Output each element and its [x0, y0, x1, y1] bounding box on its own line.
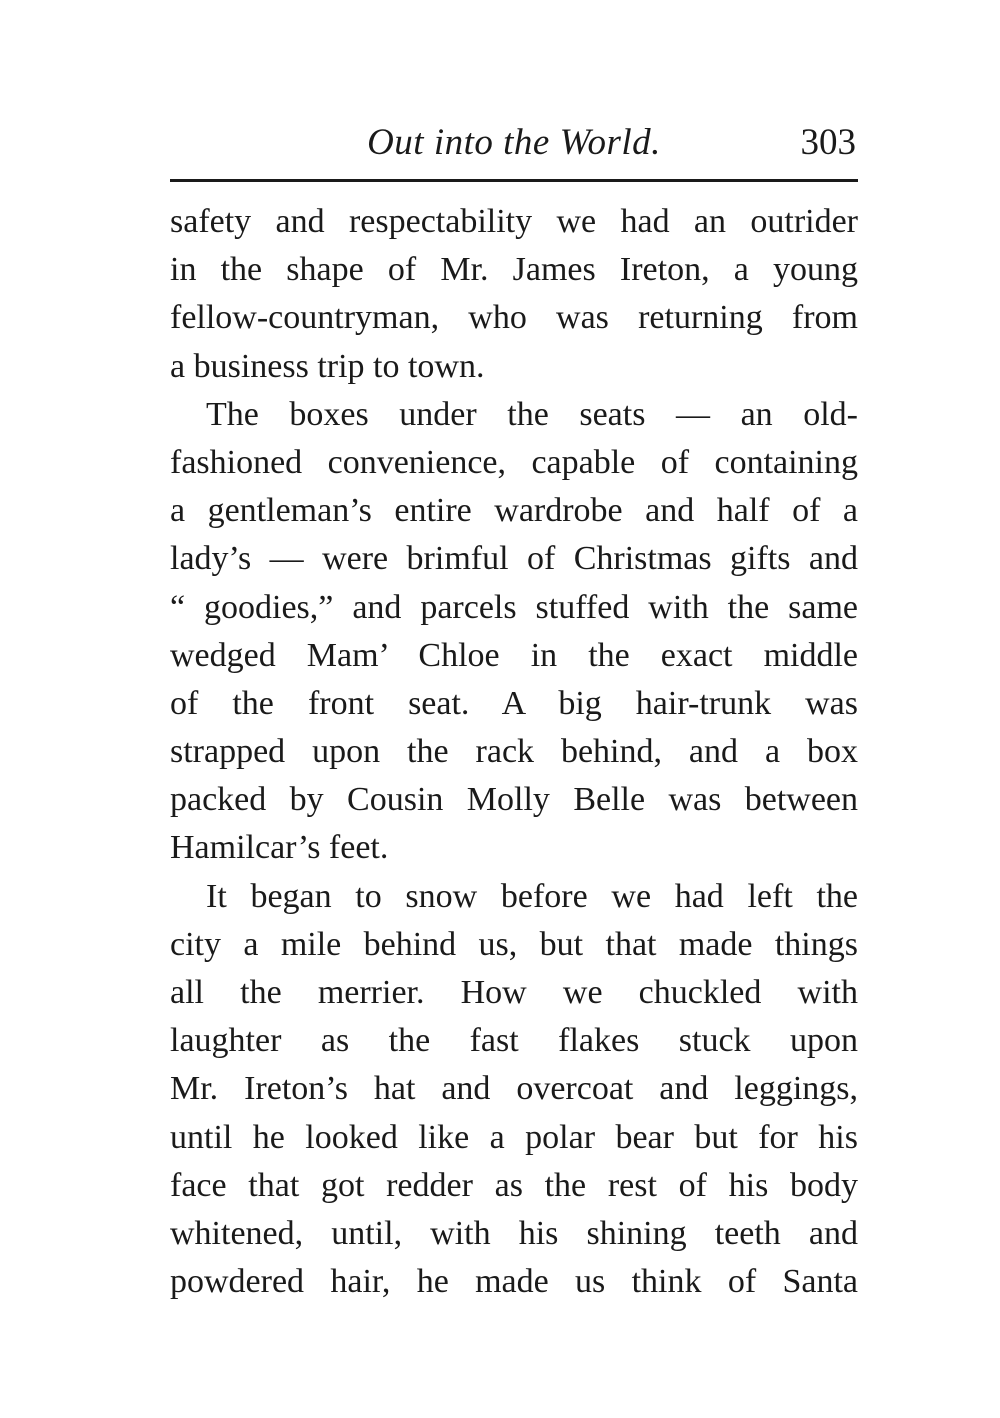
text-line: wedged Mam’ Chloe in the exact middle [170, 636, 858, 674]
text-line: Mr. Ireton’s hat and overcoat and leggings, [170, 1070, 858, 1108]
text-line: whitened, until, with his shining teeth and [170, 1214, 858, 1252]
text-line: lady’s — were brimful of Christmas gifts and [170, 540, 858, 578]
text-line: city a mile behind us, but that made things [170, 925, 858, 963]
text-line: fashioned convenience, capable of containing [170, 443, 858, 481]
text-line: Hamilcar’s feet. [170, 829, 389, 867]
page-number: 303 [800, 122, 856, 163]
chapter-title: Out into the World. [367, 122, 661, 163]
header-rule [170, 179, 858, 182]
text-line: laughter as the fast flakes stuck upon [170, 1022, 858, 1060]
text-line: powdered hair, he made us think of Santa [170, 1263, 858, 1301]
text-line: a business trip to town. [170, 347, 485, 385]
text-line: packed by Cousin Molly Belle was between [170, 781, 858, 819]
text-line: fellow-countryman, who was returning from [170, 299, 858, 337]
text-line: a gentleman’s entire wardrobe and half of a [170, 492, 858, 530]
text-line: safety and respectability we had an outrider [170, 203, 858, 240]
text-line: “ goodies,” and parcels stuffed with the same [170, 588, 858, 626]
text-line: all the merrier. How we chuckled with [170, 974, 858, 1011]
text-line: until he looked like a polar bear but for his [170, 1118, 858, 1156]
text-line: of the front seat. A big hair-trunk was [170, 684, 858, 722]
text-line: The boxes under the seats — an old- [206, 395, 858, 433]
body-text [170, 198, 858, 1306]
text-line: in the shape of Mr. James Ireton, a young [170, 251, 858, 289]
running-head [170, 118, 858, 168]
text-line: face that got redder as the rest of his body [170, 1166, 858, 1204]
text-line: It began to snow before we had left the [206, 877, 858, 915]
text-line: strapped upon the rack behind, and a box [170, 733, 858, 771]
